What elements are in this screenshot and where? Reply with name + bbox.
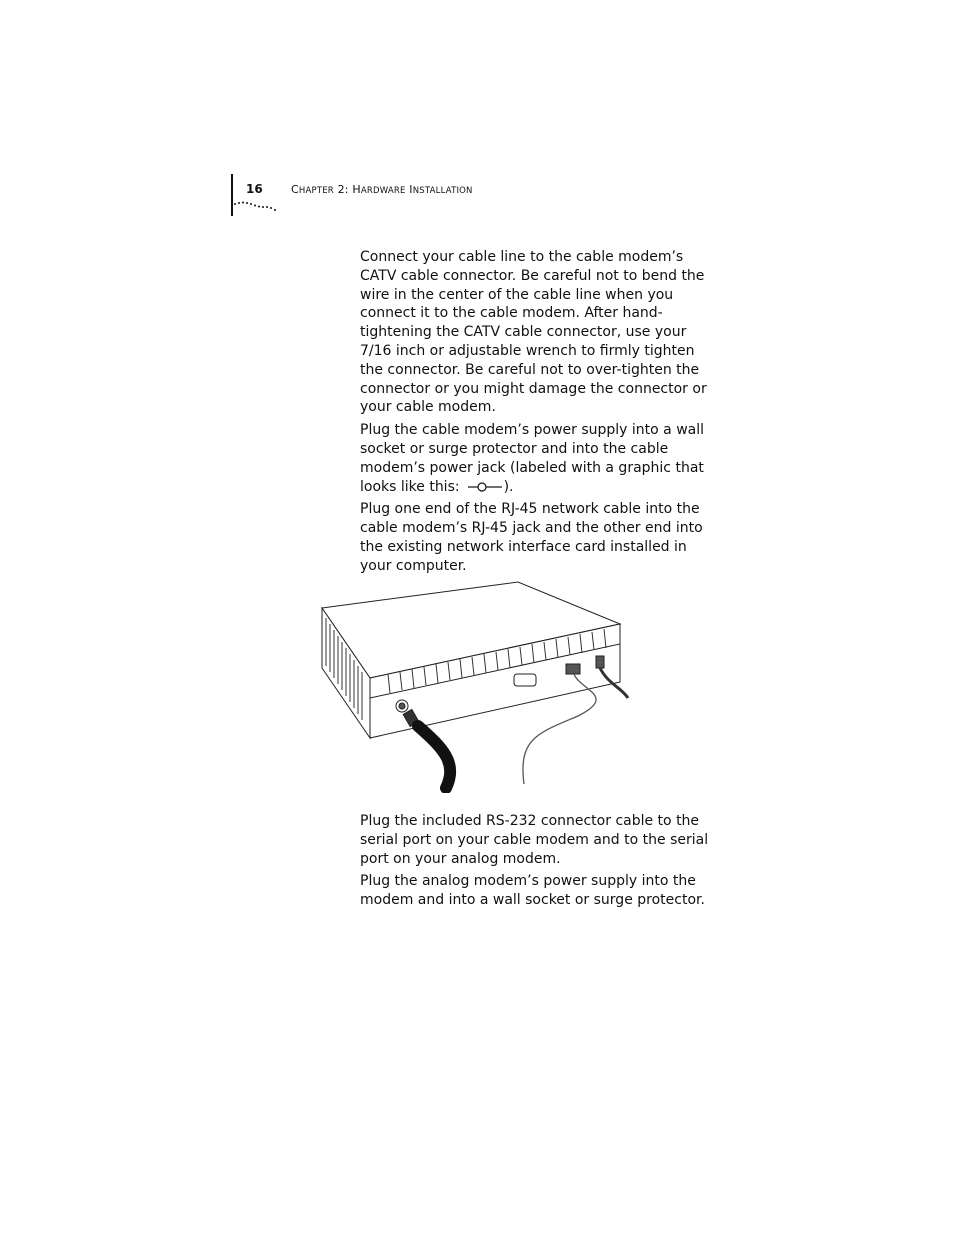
- instructions-top: [360, 248, 712, 580]
- instructions-bottom: [360, 812, 712, 914]
- paragraph-analog-power: Plug the analog modem’s power supply into the modem and into a wall socket or surge protector.: [360, 873, 705, 909]
- paragraph-rj45: Plug one end of the RJ-45 network cable into the cable modem’s RJ-45 jack and the other end into the existing network interface card installed in your computer.: [360, 501, 703, 574]
- chapter-title: CHAPTER 2: HARDWARE INSTALLATION: [291, 183, 473, 196]
- paragraph-catv: Connect your cable line to the cable modem’s CATV cable connector. Be careful not to bend the wire in the center of the cable line when you connect it to the cable modem. After hand-tightening the CATV cable connector, use your 7/16 inch or adjustable wrench to firmly tighten the connector. Be careful not to over-tighten the connector or you might damage the connector or your cable modem.: [360, 249, 707, 416]
- page-number: 16: [246, 182, 263, 196]
- paragraph-rs232: Plug the included RS-232 connector cable to the serial port on your cable modem and to the serial port on your analog modem.: [360, 813, 709, 867]
- dotted-arc-icon: [233, 200, 277, 216]
- cable-modem-illustration: [318, 578, 638, 793]
- paragraph-power: Plug the cable modem’s power supply into a wall socket or surge protector and into the cable modem’s power jack (labeled with a graphic that looks like this: ).: [360, 422, 705, 495]
- power-jack-icon: [468, 481, 502, 493]
